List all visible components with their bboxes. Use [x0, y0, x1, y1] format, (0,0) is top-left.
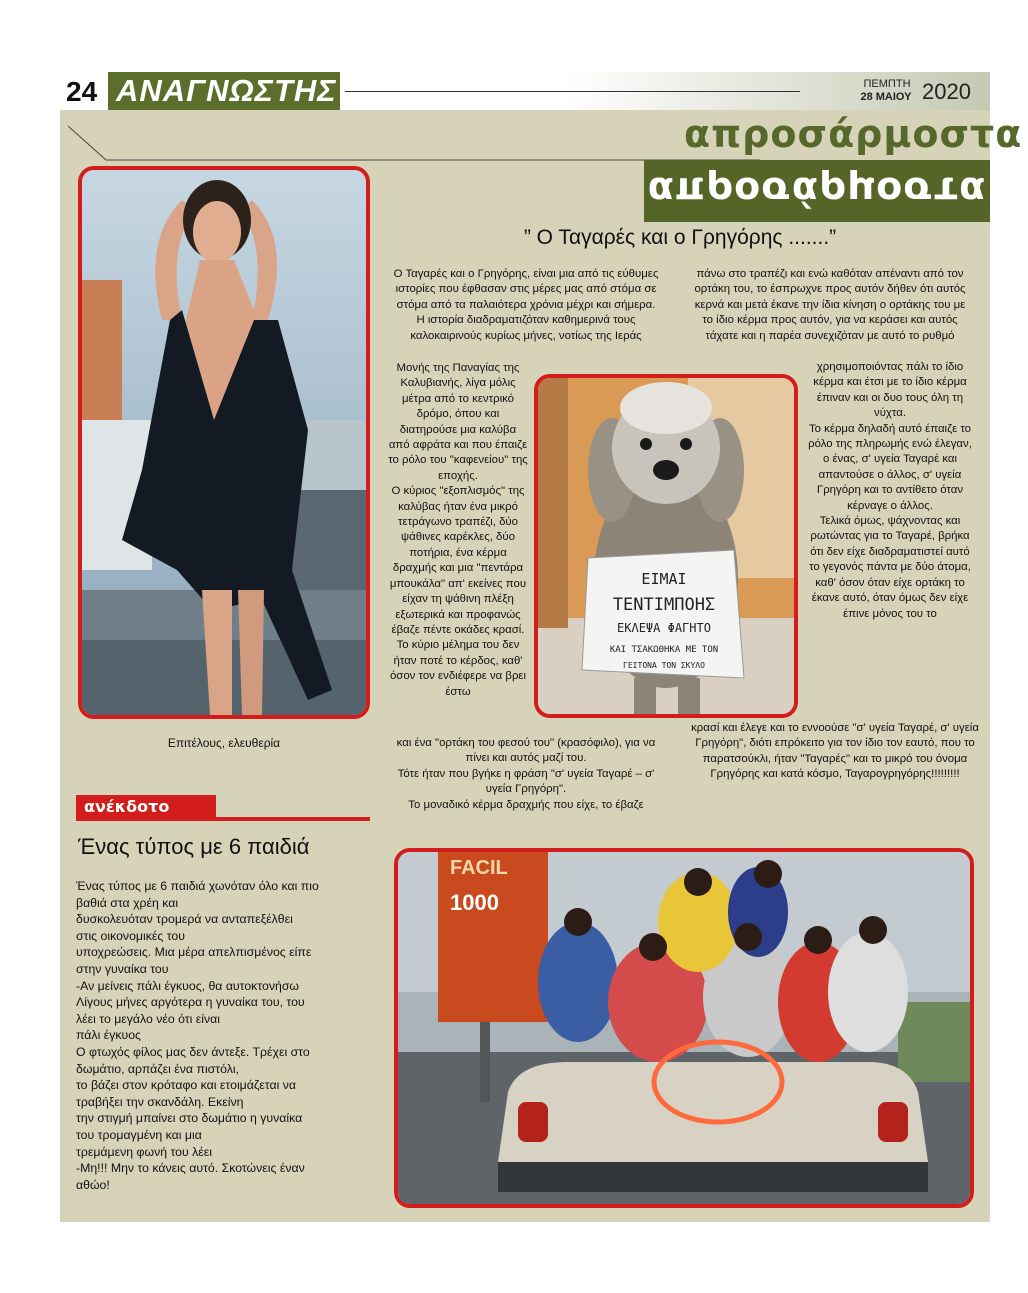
- billboard-text-1: FACIL: [450, 857, 508, 879]
- photo-dog: [534, 374, 798, 718]
- article-paragraph: χρησιμοποιόντας πάλι το ίδιο κέρμα και έτσι με το ίδιο κέρμα έπιναν και οι δυο τους όλη τη νύχτα.: [813, 361, 967, 420]
- photo-caption: Επιτέλους, ελευθερία: [167, 736, 281, 750]
- anecdote-line: λέει το μεγάλο νέο ότι είναι: [76, 1011, 221, 1026]
- anecdote-line: το βάζει στον κρόταφο και ετοιμάζεται να: [76, 1078, 296, 1093]
- article-paragraph: Το κέρμα δηλαδή αυτό έπαιζε το ρόλο της πληρωμής ενώ έλεγαν, ο ένας, σ' υγεία Ταγαρέ και απαντούσε ο άλλος, σ' υγεία Γρηγόρη και το αντίθετο όταν κέρναγε ο άλλος.: [808, 422, 972, 512]
- dog-illustration: [538, 378, 794, 714]
- sign-line-4: ΚΑΙ ΤΣΑΚΩΘΗΚΑ ΜΕ ΤΟΝ: [609, 645, 719, 655]
- anecdote-line: τρεμάμενη φωνή του λέει: [76, 1144, 212, 1159]
- article-paragraph: Ο Ταγαρές και ο Γρηγόρης, είναι μια από τις εύθυμες ιστορίες που έφθασαν στις μέρες μας από στόμα σε στόμα από τα παλαιότερα χρόνια μέχρι και σήμερα.: [393, 268, 659, 311]
- anecdote-line: Ο φτωχός φίλος μας δεν άντεξε. Τρέχει στο: [76, 1044, 310, 1059]
- article-paragraph: Το μοναδικό κέρμα δραχμής που είχε, το έβαζε: [408, 798, 644, 811]
- article-col2-wrap: [806, 360, 974, 622]
- article-paragraph: πάνω στο τραπέζι και ενώ καθόταν απέναντι από τον ορτάκη του, το έσπρωχνε προς αυτόν δήθεν ότι αυτός κερνά και μετά έκανε την ίδια κίνηση ο ορτάκης του με το ίδιο κέρμα προς αυτόν, για να κεράσει και αυτός τάχατε και η παρέα συνεχιζόταν με αυτό το ρυθμό: [694, 268, 966, 342]
- date-weekday: ΠΕΜΠΤΗ: [863, 78, 911, 90]
- anecdote-line: του τρομαγμένη και μια: [76, 1127, 202, 1142]
- article-col1-top: [388, 267, 664, 344]
- anecdote-line: στις οικονομικές του: [76, 928, 185, 943]
- anecdote-line: στην γυναίκα του: [76, 961, 169, 976]
- article-paragraph: Ο κύριος "εξοπλισμός" της καλύβας ήταν ένα μικρό τετράγωνο τραπέζι, δύο ψάθινες καρέκλες, δύο ποτήρια, ένα κέρμα δραχμής και μια "πεντάρα μπουκάλα" απ' εκείνες που είχαν τη ψάθινη πλέξη εξωτερικά και προφανώς έβαζε πέντε οκάδες κρασί.: [389, 485, 527, 636]
- anecdote-line: αθώο!: [76, 1177, 110, 1192]
- article-paragraph: Μονής της Παναγίας της Καλυβιανής, λίγα μόλις μέτρα από το κεντρικό δρόμο, όπου και διατηρούσε μια καλύβα από αφράτα και που έπαιζε το ρόλο του "καφενείου" της εποχής.: [388, 362, 528, 482]
- article-headline: ” Ο Ταγαρές και ο Γρηγόρης .......”: [523, 226, 837, 249]
- article-paragraph: Τελικά όμως, ψάχνοντας και ρωτώντας για το Ταγαρέ, βρήκα ότι δεν είχε διαδραματιστεί αυτό το γεγονός πάντα με δύο άτομα, καθ' όσον όταν είχε ορτάκη το έκανε αυτό, όταν όμως δεν είχε έπινε μόνος του το: [809, 515, 971, 620]
- anecdote-line: Λίγους μήνες αργότερα η γυναίκα του, του: [76, 995, 305, 1010]
- section-title-mirror-box: [644, 160, 990, 222]
- anecdote-line: -Αν μείνεις πάλι έγκυος, θα αυτοκτονήσω: [76, 978, 300, 993]
- anecdote-line: -Μη!!! Μην το κάνεις αυτό. Σκοτώνεις έναν: [76, 1161, 305, 1176]
- sign-line-5: ΓΕΙΤΟΝΑ ΤΟΝ ΣΚΥΛΟ: [623, 661, 705, 670]
- sign-line-3: ΕΚΛΕΨΑ ΦΑΓΗΤΟ: [617, 621, 711, 635]
- photo-truck: [394, 848, 974, 1208]
- anecdote-line: πάλι έγκυος: [76, 1028, 141, 1043]
- article-col1-wrap: [388, 361, 528, 700]
- anecdote-line: την στιγμή μπαίνει στο δωμάτιο η γυναίκα: [76, 1111, 303, 1126]
- masthead-logo: ΑΝΑΓΝΩΣΤΗΣ: [108, 72, 340, 110]
- article-col1-bottom: [384, 736, 668, 813]
- woman-illustration: [82, 170, 366, 715]
- header-rule: [345, 91, 800, 92]
- article-paragraph: κρασί και έλεγε και το εννοούσε "σ' υγεία Ταγαρέ, σ' υγεία Γρηγόρη", διότι επρόκειτο για τον ίδιο τον εαυτό, που το παρατσούκλι, ήταν "Ταγαρές" και το μικρό του όνομα Γρηγόρης και κατά κόσμο, Ταγαρογρηγόρης!!!!!!!!!: [691, 722, 979, 781]
- article-col2-top: [690, 267, 970, 344]
- anecdote-line: τραβήξει την σκανδάλη. Εκείνη: [76, 1094, 244, 1109]
- anecdote-line: βαθιά στα χρέη και: [76, 895, 179, 910]
- section-title: απροσάρμοστα: [684, 112, 1023, 156]
- article-paragraph: και ένα "ορτάκη του φεσού του" (κρασόφιλο), για να πίνει και αυτός μαζί του.: [396, 737, 656, 765]
- photo-woman: [78, 166, 370, 719]
- anecdote-line: υποχρεώσεις. Μια μέρα απελπισμένος είπε: [76, 945, 312, 960]
- date-year: 2020: [922, 79, 971, 104]
- anecdote-line: δωμάτιο, αρπάζει ένα πιστόλι,: [76, 1061, 240, 1076]
- truck-illustration: [398, 852, 970, 1204]
- anecdote-title: Ένας τύπος με 6 παιδιά: [78, 834, 310, 859]
- article-paragraph: Τότε ήταν που βγήκε η φράση "σ' υγεία Ταγαρέ – σ' υγεία Γρηγόρη".: [397, 767, 655, 796]
- page-number: 24: [66, 76, 98, 107]
- sign-line-2: ΤΕΝΤΙΜΠΟΗΣ: [612, 595, 716, 615]
- anecdote-label: ανέκδοτο: [76, 795, 216, 819]
- date-day-month: 28 ΜΑΙΟΥ: [860, 91, 912, 103]
- section-title-mirrored: απροσάρμοστα: [647, 169, 987, 213]
- sign-line-1: ΕΙΜΑΙ: [641, 570, 687, 588]
- anecdote-body: [76, 878, 376, 1193]
- anecdote-line: δυσκολευόταν τρομερά να ανταπεξέλθει: [76, 912, 293, 927]
- anecdote-line: Ένας τύπος με 6 παιδιά χωνόταν όλο και πιο: [76, 879, 319, 893]
- article-col2-bottom: [690, 721, 980, 783]
- billboard-text-2: 1000: [450, 890, 499, 915]
- article-paragraph: Το κύριο μέλημα του δεν ήταν ποτέ το κέρδος, καθ' όσον τον ενδιέφερε να βρει έστω: [389, 639, 527, 698]
- article-paragraph: Η ιστορία διαδραματιζόταν καθημερινά τους καλοκαιρινούς κυρίως μήνες, νοτίως της Ιεράς: [410, 314, 642, 342]
